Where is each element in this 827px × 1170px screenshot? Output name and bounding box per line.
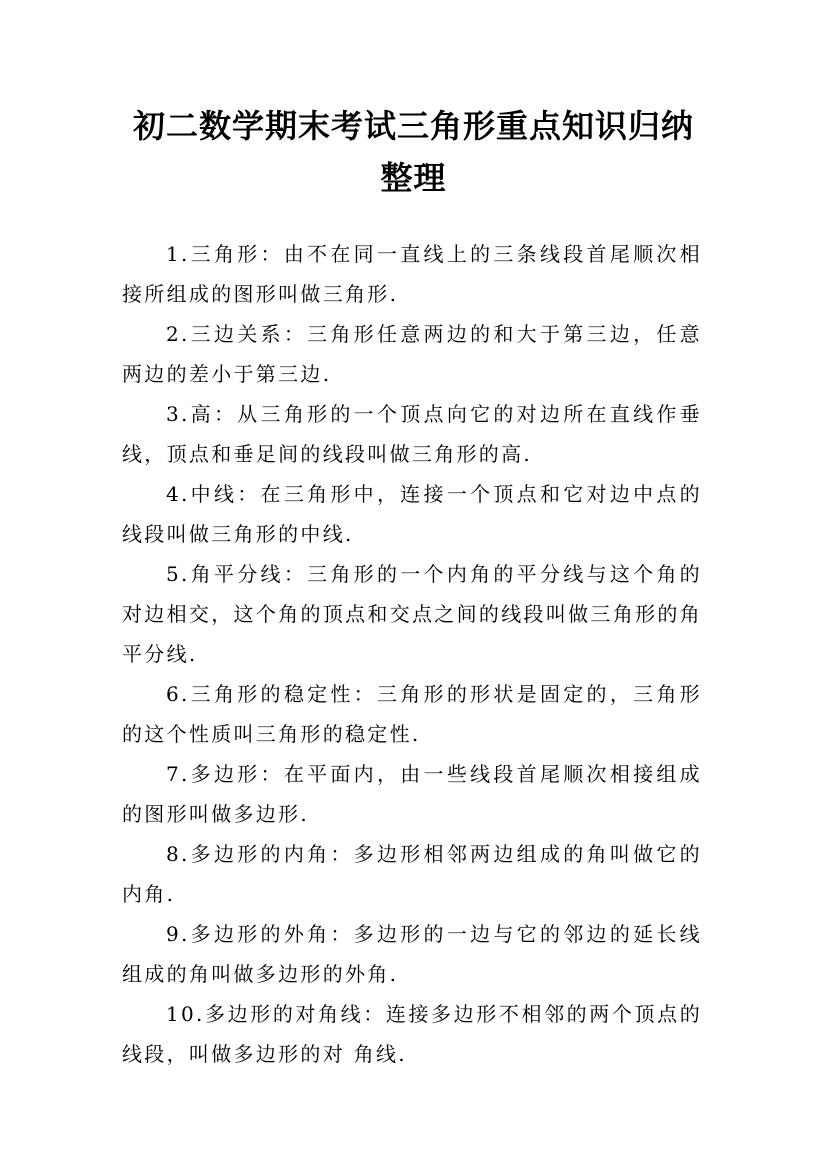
definition-item-6: 6.三角形的稳定性：三角形的形状是固定的，三角形的这个性质叫三角形的稳定性. [122, 682, 702, 746]
definition-item-10: 10.多边形的对角线：连接多边形不相邻的两个顶点的线段，叫做多边形的对 角线. [122, 1002, 702, 1066]
definition-item-5: 5.角平分线：三角形的一个内角的平分线与这个角的对边相交，这个角的顶点和交点之间的线段叫做三角形的角平分线. [122, 562, 702, 666]
definition-item-9: 9.多边形的外角：多边形的一边与它的邻边的延长线组成的角叫做多边形的外角. [122, 922, 702, 986]
definition-item-8: 8.多边形的内角：多边形相邻两边组成的角叫做它的内角. [122, 842, 702, 906]
definition-item-1: 1.三角形：由不在同一直线上的三条线段首尾顺次相接所组成的图形叫做三角形. [122, 242, 702, 306]
definition-item-7: 7.多边形：在平面内，由一些线段首尾顺次相接组成的图形叫做多边形. [122, 762, 702, 826]
definition-item-4: 4.中线：在三角形中，连接一个顶点和它对边中点的线段叫做三角形的中线. [122, 482, 702, 546]
document-body [122, 234, 702, 1074]
definition-item-2: 2.三边关系：三角形任意两边的和大于第三边，任意两边的差小于第三边. [122, 322, 702, 386]
definition-item-3: 3.高：从三角形的一个顶点向它的对边所在直线作垂线，顶点和垂足间的线段叫做三角形的高. [122, 402, 702, 466]
document-title: 初二数学期末考试三角形重点知识归纳整理 [132, 107, 694, 197]
